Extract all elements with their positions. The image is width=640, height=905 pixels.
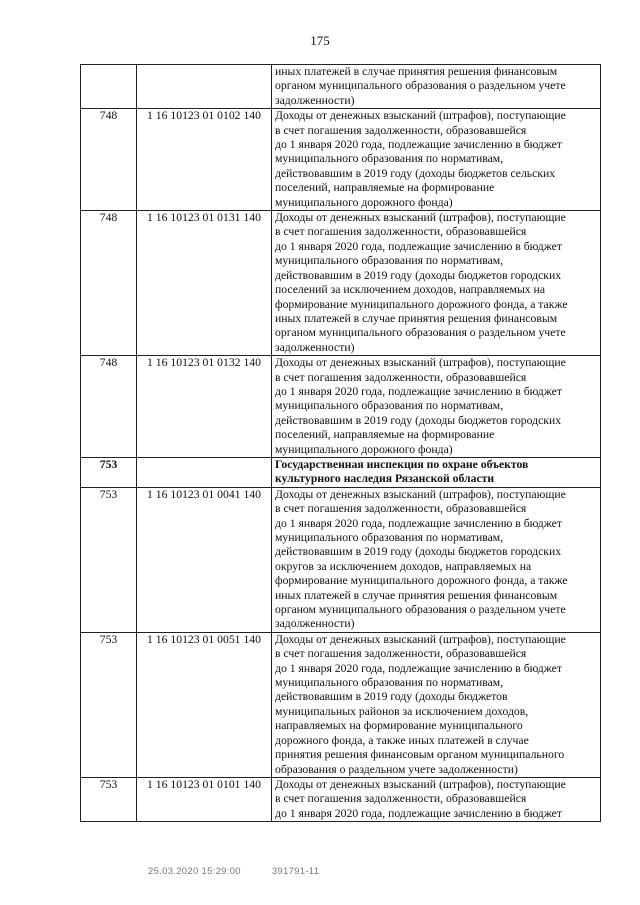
page-number: 175 xyxy=(310,33,330,48)
description-cell: Доходы от денежных взысканий (штрафов), поступающие в счет погашения задолженности, образовавшейся до 1 января 2020 года, подлежащие зачислению в бюджет муниципального образования по нормативам, действовавшим в 2019 году (доходы бюджетов городских поселений, направляемые на формирование муниципального дорожного фонда) xyxy=(272,356,601,458)
table-row xyxy=(81,632,601,777)
kbk-code-cell: 1 16 10123 01 0101 140 xyxy=(137,777,272,821)
kbk-code-cell: 1 16 10123 01 0131 140 xyxy=(137,211,272,356)
footer-timestamp: 25.03.2020 15:29:00 xyxy=(148,866,241,877)
table-row xyxy=(81,487,601,632)
footer-stamp xyxy=(148,866,347,877)
budget-codes-table xyxy=(80,64,601,822)
kbk-code-cell: 1 16 10123 01 0102 140 xyxy=(137,109,272,211)
table-body xyxy=(81,65,601,822)
admin-code-cell: 753 xyxy=(81,777,137,821)
admin-code-cell: 748 xyxy=(81,356,137,458)
table-row xyxy=(81,109,601,211)
admin-code-cell: 753 xyxy=(81,487,137,632)
description-cell: Доходы от денежных взысканий (штрафов), поступающие в счет погашения задолженности, образовавшейся до 1 января 2020 года, подлежащие зачислению в бюджет муниципального образования по нормативам, действовавшим в 2019 году (доходы бюджетов городских поселений за исключением доходов, направляемых на формирование муниципального дорожного фонда, а также иных платежей в случае принятия решения финансовым органом муниципального образования о раздельном учете задолженности) xyxy=(272,211,601,356)
description-cell: Доходы от денежных взысканий (штрафов), поступающие в счет погашения задолженности, образовавшейся до 1 января 2020 года, подлежащие зачислению в бюджет муниципального образования по нормативам, действовавшим в 2019 году (доходы бюджетов сельских поселений, направляемые на формирование муниципального дорожного фонда) xyxy=(272,109,601,211)
table-row xyxy=(81,777,601,821)
kbk-code-cell: 1 16 10123 01 0051 140 xyxy=(137,632,272,777)
description-cell: Доходы от денежных взысканий (штрафов), поступающие в счет погашения задолженности, образовавшейся до 1 января 2020 года, подлежащие зачислению в бюджет муниципального образования по нормативам, действовавшим в 2019 году (доходы бюджетов муниципальных районов за исключением доходов, направляемых на формирование муниципального дорожного фонда, а также иных платежей в случае принятия решения финансовым органом муниципального образования о раздельном учете задолженности) xyxy=(272,632,601,777)
table-header-row xyxy=(81,457,601,487)
admin-code-cell: 748 xyxy=(81,109,137,211)
description-cell: иных платежей в случае принятия решения финансовым органом муниципального образования о раздельном учете задолженности) xyxy=(272,65,601,109)
admin-code-cell: 753 xyxy=(81,632,137,777)
footer-doc-id: 391791-11 xyxy=(271,866,320,877)
table-row xyxy=(81,65,601,109)
table-row xyxy=(81,211,601,356)
description-cell: Доходы от денежных взысканий (штрафов), поступающие в счет погашения задолженности, образовавшейся до 1 января 2020 года, подлежащие зачислению в бюджет xyxy=(272,777,601,821)
kbk-code-cell xyxy=(137,457,272,487)
admin-code-cell: 748 xyxy=(81,211,137,356)
description-cell: Государственная инспекция по охране объектов культурного наследия Рязанской области xyxy=(272,457,601,487)
table-row xyxy=(81,356,601,458)
kbk-code-cell: 1 16 10123 01 0132 140 xyxy=(137,356,272,458)
kbk-code-cell: 1 16 10123 01 0041 140 xyxy=(137,487,272,632)
admin-code-cell: 753 xyxy=(81,457,137,487)
kbk-code-cell xyxy=(137,65,272,109)
admin-code-cell xyxy=(81,65,137,109)
description-cell: Доходы от денежных взысканий (штрафов), поступающие в счет погашения задолженности, образовавшейся до 1 января 2020 года, подлежащие зачислению в бюджет муниципального образования по нормативам, действовавшим в 2019 году (доходы бюджетов городских округов за исключением доходов, направляемых на формирование муниципального дорожного фонда, а также иных платежей в случае принятия решения финансовым органом муниципального образования о раздельном учете задолженности) xyxy=(272,487,601,632)
